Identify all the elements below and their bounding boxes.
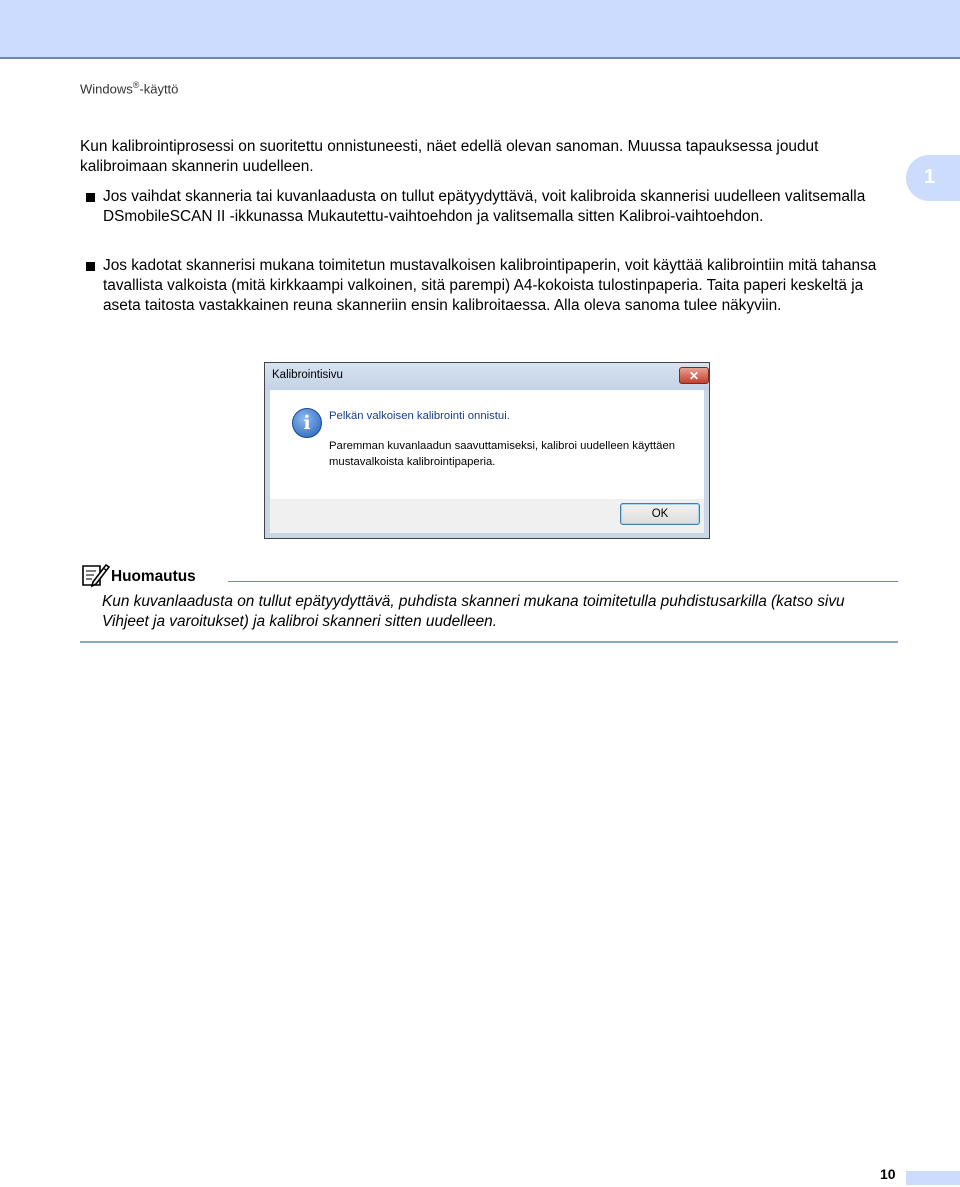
calibration-dialog [264,362,710,539]
running-head [80,80,178,96]
note-pencil-icon [80,562,110,588]
header-band [0,0,960,59]
dialog-message-main: Pelkän valkoisen kalibrointi onnistui. [329,410,510,422]
registered-mark: ® [132,80,140,90]
ok-button[interactable]: OK [620,503,700,525]
info-icon: i [292,408,322,438]
dialog-body [270,390,704,499]
running-head-suffix: -käyttö [139,81,179,97]
page-number: 10 [880,1166,896,1182]
chapter-tab [906,155,960,201]
intro-paragraph: Kun kalibrointiprosessi on suoritettu onnistuneesti, näet edellä olevan sanoman. Muussa tapauksessa joudut kalibroimaan skannerin uudelleen. [80,138,819,175]
chapter-number: 1 [924,166,936,188]
note-divider-bottom [80,641,898,643]
dialog-footer [270,499,704,533]
dialog-message-detail: Paremman kuvanlaadun saavuttamiseksi, kalibroi uudelleen käyttäen mustavalkoista kalibrointipaperia. [329,440,676,468]
square-bullet-icon [86,262,95,271]
list-item-text: Jos vaihdat skanneria tai kuvanlaadusta on tullut epätyydyttävä, voit kalibroida skannerisi uudelleen valitsemalla DSmobileSCAN II -ikkunassa Mukautettu-vaihtoehdon ja valitsemalla sitten Kalibroi-vaihtoehdon. [103,188,866,225]
dialog-title: Kalibrointisivu [272,369,343,381]
close-button[interactable]: ✕ [679,367,709,384]
note-heading: Huomautus [111,568,196,585]
page-number-tab [906,1171,960,1185]
dialog-titlebar [265,363,709,390]
list-item-text: Jos kadotat skannerisi mukana toimitetun mustavalkoisen kalibrointipaperin, voit käyttää kalibrointiin mitä tahansa tavallista valkoista (mitä kirkkaampi valkoinen, sitä parempi) A4-kokoista tulostinpaperia. Taita paperi keskeltä ja aseta taitosta vastakkainen reuna skanneriin ensin kalibroitaessa. Alla oleva sanoma tulee näkyviin. [103,257,877,314]
square-bullet-icon [86,193,95,202]
running-head-text: Windows [80,81,133,97]
note-text: Kun kuvanlaadusta on tullut epätyydyttävä, puhdista skanneri mukana toimitetulla puhdistusarkilla (katso sivu Vihjeet ja varoitukset) ja kalibroi skanneri sitten uudelleen. [102,593,845,630]
note-divider-top [228,581,898,582]
